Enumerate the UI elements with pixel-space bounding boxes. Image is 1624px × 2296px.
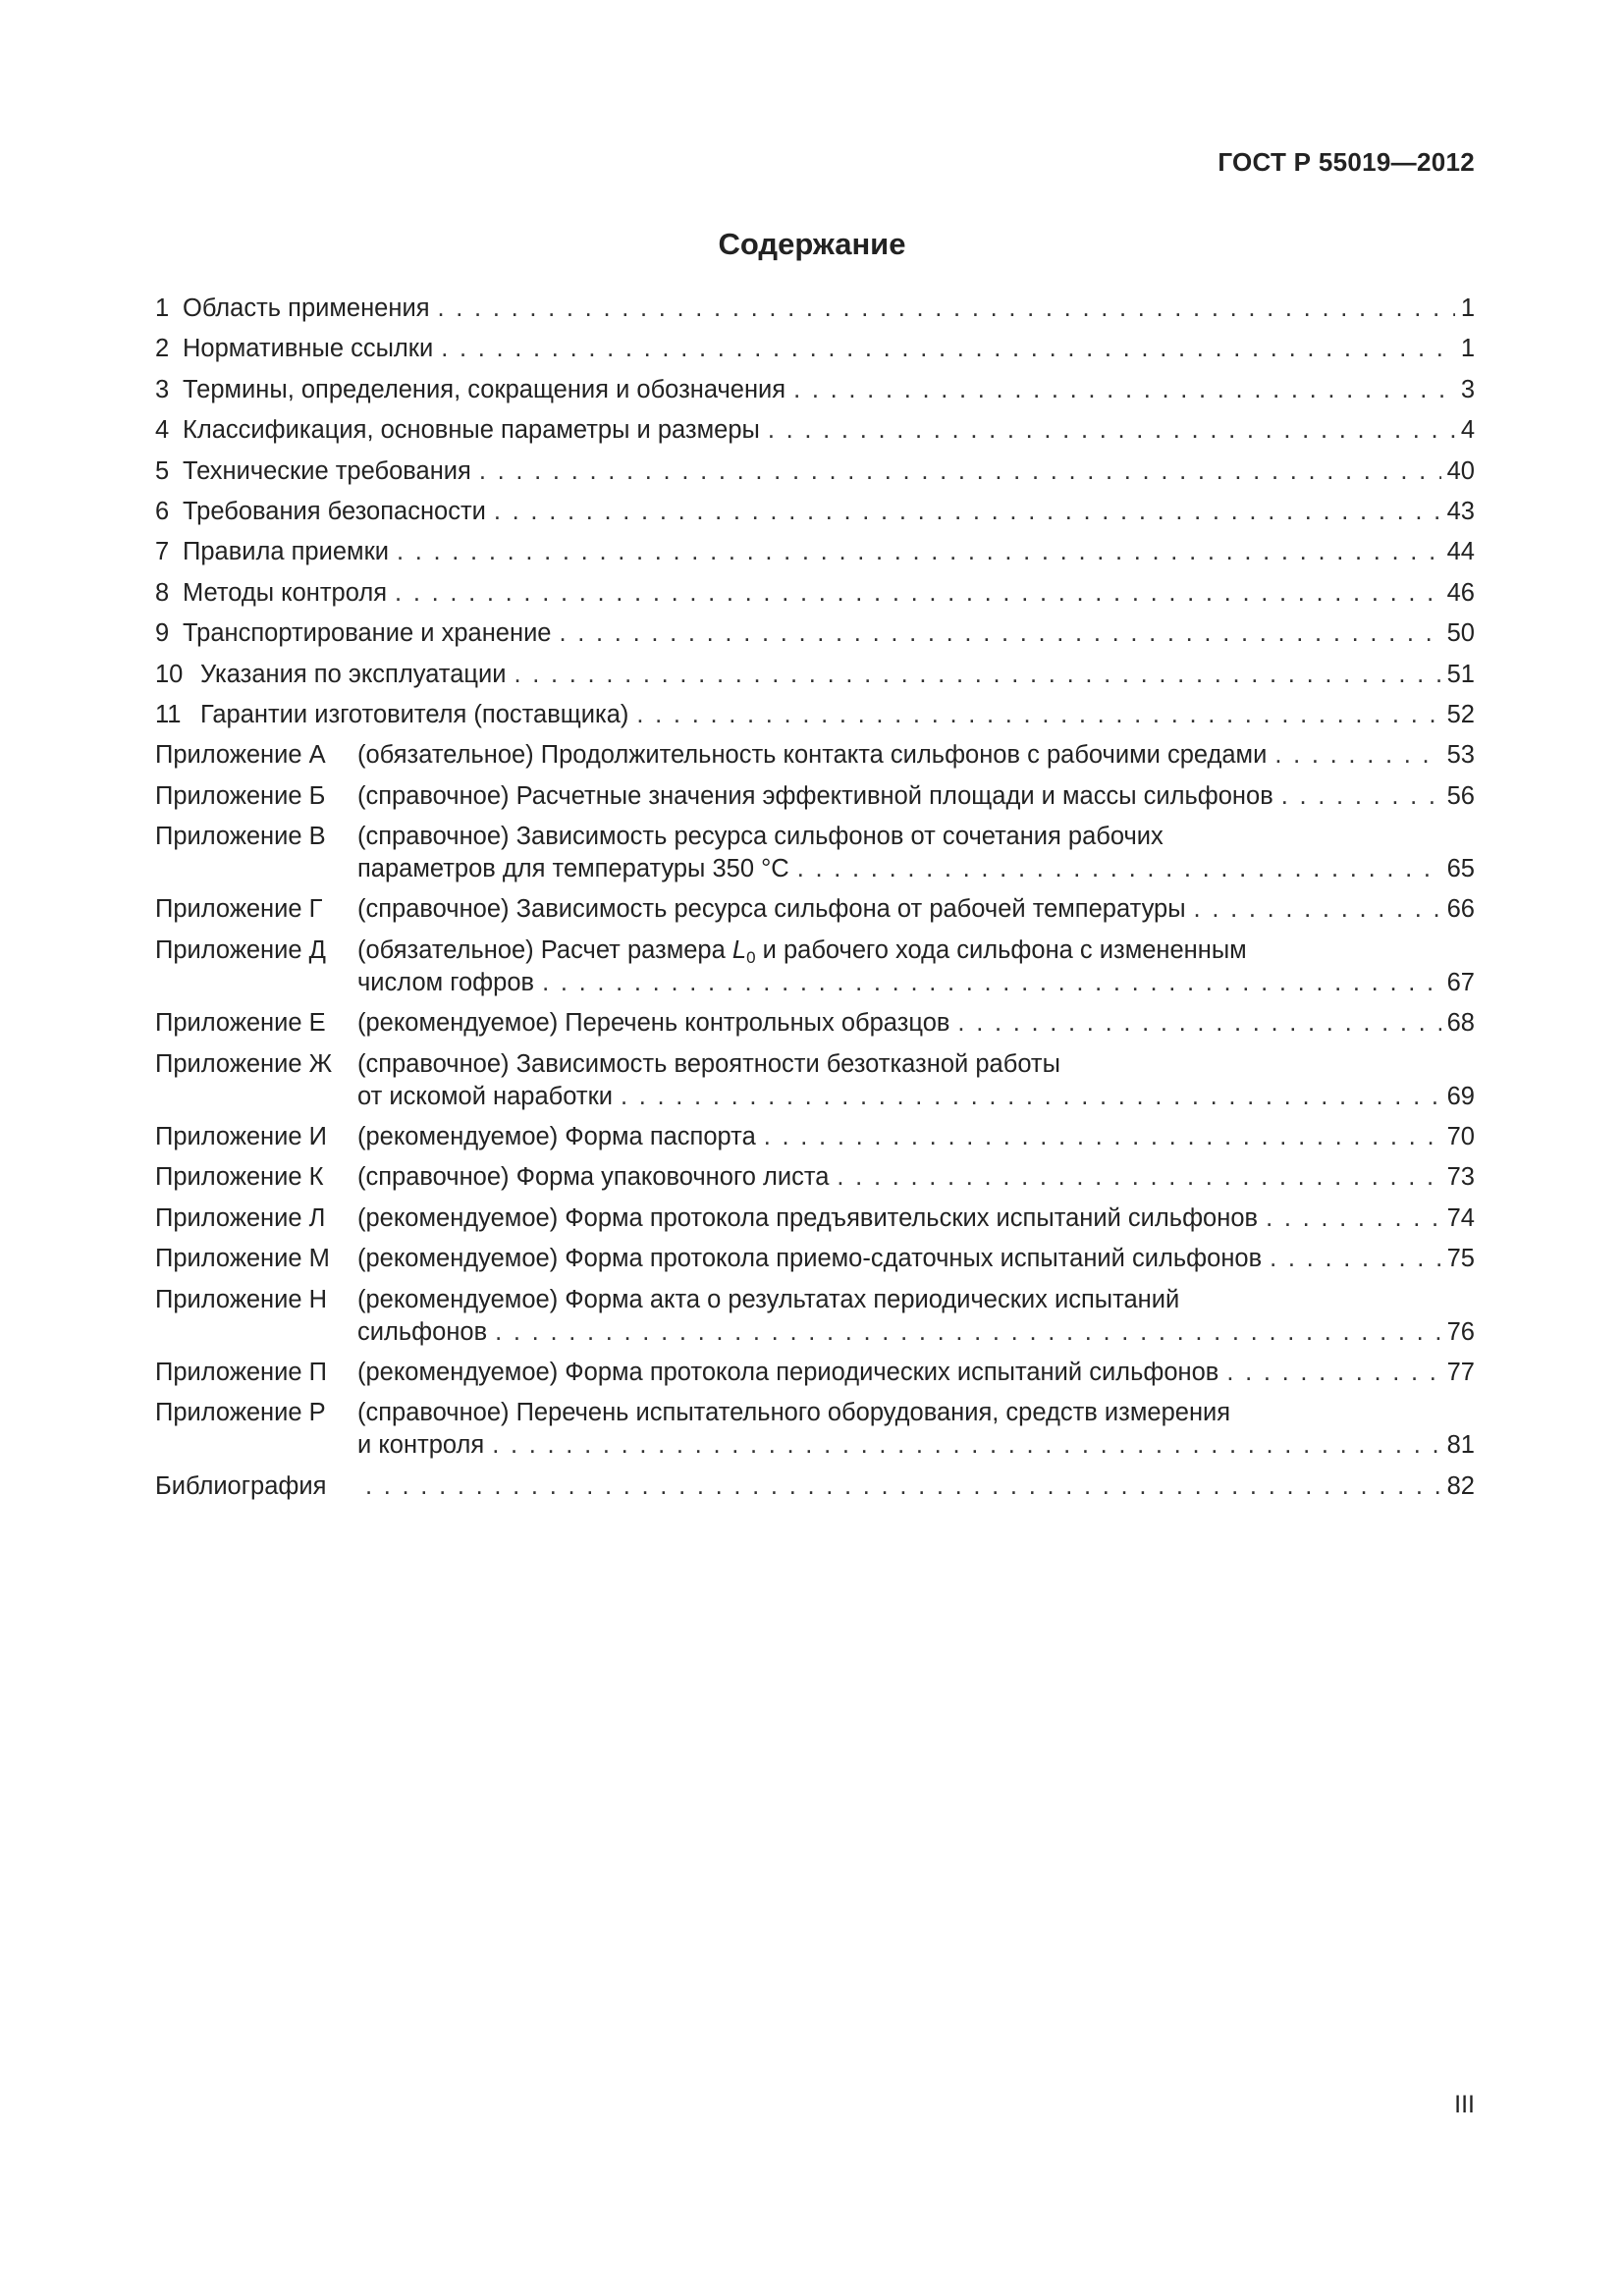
toc-entry-title: Правила приемки	[183, 538, 389, 566]
toc-entry-number: Приложение Е	[155, 1009, 326, 1038]
toc-entry[interactable]	[155, 538, 1475, 566]
toc-entry-number: Приложение И	[155, 1123, 327, 1151]
toc-leader	[793, 376, 1455, 404]
toc-entry-page: 69	[1446, 1082, 1475, 1110]
toc-entry-number: Приложение М	[155, 1245, 330, 1273]
toc-entry-number: 10	[155, 660, 184, 688]
toc-entry[interactable]	[155, 661, 1475, 689]
toc-leader	[492, 1431, 1440, 1460]
toc-entry-number: 4	[155, 416, 170, 445]
toc-entry-number: 5	[155, 456, 170, 485]
toc-list	[155, 294, 1475, 1513]
toc-leader	[560, 619, 1441, 648]
toc-entry-number: Приложение А	[155, 741, 326, 770]
toc-entry-number: 9	[155, 619, 170, 648]
toc-entry[interactable]	[155, 294, 1475, 323]
toc-entry[interactable]	[155, 701, 1475, 729]
toc-leader	[397, 538, 1441, 566]
toc-entry[interactable]	[155, 1359, 1475, 1387]
toc-leader	[1274, 741, 1440, 770]
toc-entry[interactable]	[155, 619, 1475, 648]
toc-entry-page: 81	[1446, 1431, 1475, 1460]
toc-entry-title: Требования безопасности	[183, 497, 486, 525]
toc-entry-page: 75	[1446, 1245, 1475, 1273]
toc-entry[interactable]	[155, 1472, 1475, 1501]
toc-leader	[621, 1083, 1441, 1111]
toc-entry-page: 53	[1446, 741, 1475, 770]
toc-leader	[1281, 782, 1441, 811]
toc-entry-page: 66	[1446, 895, 1475, 924]
toc-entry-title: (справочное) Перечень испытательного оборудования, средств измерения	[357, 1399, 1231, 1427]
toc-entry-title-cont: и контроля	[357, 1431, 485, 1460]
page-number: III	[1454, 2091, 1475, 2118]
toc-leader	[514, 661, 1440, 689]
toc-leader	[495, 1318, 1440, 1347]
toc-entry-page: 67	[1446, 968, 1475, 996]
toc-entry[interactable]	[155, 579, 1475, 608]
toc-entry-title: (рекомендуемое) Форма протокола предъявительских испытаний сильфонов	[357, 1203, 1259, 1232]
toc-entry-title: Транспортирование и хранение	[183, 619, 552, 648]
toc-entry-number: Приложение Б	[155, 781, 326, 810]
toc-entry-number: 3	[155, 375, 170, 403]
toc-entry-number: 8	[155, 578, 170, 607]
toc-entry-title: (рекомендуемое) Форма протокола периодических испытаний сильфонов	[357, 1358, 1219, 1386]
toc-leader	[1194, 895, 1441, 924]
toc-leader	[764, 1123, 1441, 1151]
toc-entry[interactable]	[155, 1399, 1475, 1460]
toc-entry-number: Приложение Г	[155, 895, 323, 924]
toc-entry-title: (справочное) Зависимость ресурса сильфонов от сочетания рабочих	[357, 823, 1164, 851]
toc-entry[interactable]	[155, 1286, 1475, 1347]
toc-entry-page: 52	[1446, 700, 1475, 728]
toc-entry[interactable]	[155, 782, 1475, 811]
toc-entry-title: (рекомендуемое) Перечень контрольных образцов	[357, 1009, 950, 1038]
toc-entry-page: 3	[1460, 375, 1475, 403]
toc-leader	[479, 457, 1441, 486]
toc-entry-title-cont: числом гофров	[357, 968, 535, 996]
toc-entry-title: (справочное) Расчетные значения эффективной площади и массы сильфонов	[357, 781, 1273, 810]
toc-entry-title: Методы контроля	[183, 578, 388, 607]
toc-entry-title: (справочное) Зависимость ресурса сильфона от рабочей температуры	[357, 895, 1186, 924]
toc-entry-number: 1	[155, 294, 170, 322]
toc-entry-title: Область применения	[183, 294, 430, 322]
toc-entry-page: 51	[1446, 660, 1475, 688]
toc-entry-title: (справочное) Зависимость вероятности безотказной работы	[357, 1049, 1060, 1078]
toc-leader	[768, 416, 1455, 445]
toc-entry-page: 44	[1446, 538, 1475, 566]
toc-entry-title: Указания по эксплуатации	[200, 660, 507, 688]
toc-leader	[1226, 1359, 1440, 1387]
toc-entry-title: (обязательное) Расчет размера $L_0$ и рабочего хода сильфона с измененным	[357, 935, 1247, 967]
toc-entry-page: 1	[1460, 335, 1475, 363]
toc-entry-number: Приложение Д	[155, 935, 326, 964]
toc-leader	[542, 969, 1441, 997]
toc-entry[interactable]	[155, 936, 1475, 997]
toc-entry[interactable]	[155, 1050, 1475, 1111]
toc-leader	[438, 294, 1455, 323]
toc-leader	[1270, 1245, 1440, 1273]
toc-entry-title: Термины, определения, сокращения и обозначения	[183, 375, 786, 403]
toc-leader	[494, 498, 1441, 526]
toc-entry-title-cont: от искомой наработки	[357, 1082, 613, 1110]
toc-entry[interactable]	[155, 1163, 1475, 1192]
toc-leader	[441, 335, 1455, 363]
toc-entry-title: (рекомендуемое) Форма протокола приемо-сдаточных испытаний сильфонов	[357, 1245, 1263, 1273]
toc-entry-page: 46	[1446, 578, 1475, 607]
toc-entry[interactable]	[155, 1245, 1475, 1273]
toc-entry-number: 11	[155, 700, 182, 728]
toc-leader	[957, 1009, 1440, 1038]
toc-leader	[395, 579, 1441, 608]
toc-leader	[1266, 1204, 1441, 1233]
document-code: ГОСТ Р 55019—2012	[1218, 147, 1475, 177]
toc-entry-number: 2	[155, 335, 170, 363]
toc-entry-title: (справочное) Форма упаковочного листа	[357, 1163, 830, 1192]
toc-leader	[797, 855, 1441, 883]
toc-entry-title: Классификация, основные параметры и размеры	[183, 416, 760, 445]
toc-entry-page: 56	[1446, 781, 1475, 810]
toc-entry-page: 70	[1446, 1123, 1475, 1151]
toc-entry[interactable]	[155, 823, 1475, 883]
toc-entry-page: 74	[1446, 1203, 1475, 1232]
toc-entry[interactable]	[155, 741, 1475, 770]
toc-entry-number: Приложение К	[155, 1163, 324, 1192]
toc-entry-page: 1	[1460, 294, 1475, 322]
toc-entry-number: Библиография	[155, 1471, 327, 1500]
toc-entry-number: Приложение В	[155, 823, 326, 851]
toc-entry[interactable]	[155, 1204, 1475, 1233]
toc-entry-title: Гарантии изготовителя (поставщика)	[200, 700, 629, 728]
toc-entry-number: Приложение Н	[155, 1285, 328, 1313]
toc-entry-page: 68	[1446, 1009, 1475, 1038]
toc-entry-number: 6	[155, 497, 170, 525]
toc-entry-page: 4	[1460, 416, 1475, 445]
toc-entry-title: Нормативные ссылки	[183, 335, 434, 363]
toc-entry[interactable]	[155, 376, 1475, 404]
variable-subscript: 0	[746, 947, 756, 967]
toc-entry-page: 73	[1446, 1163, 1475, 1192]
toc-entry-title: Технические требования	[183, 456, 471, 485]
toc-entry-page: 50	[1446, 619, 1475, 648]
toc-entry-number: Приложение П	[155, 1358, 327, 1386]
toc-entry-page: 65	[1446, 855, 1475, 883]
toc-leader	[837, 1163, 1440, 1192]
variable-L: L	[731, 935, 747, 964]
toc-entry-number: Приложение Л	[155, 1203, 326, 1232]
toc-entry-number: Приложение Р	[155, 1399, 326, 1427]
toc-entry-page: 43	[1446, 497, 1475, 525]
toc-leader	[636, 701, 1440, 729]
toc-entry[interactable]	[155, 498, 1475, 526]
toc-entry-title: (обязательное) Продолжительность контакта сильфонов с рабочими средами	[357, 741, 1268, 770]
toc-entry-page: 40	[1446, 456, 1475, 485]
toc-entry-number: 7	[155, 538, 170, 566]
toc-leader	[365, 1472, 1441, 1501]
toc-entry[interactable]	[155, 1123, 1475, 1151]
toc-entry-title: (рекомендуемое) Форма акта о результатах периодических испытаний	[357, 1285, 1180, 1313]
toc-entry-number: Приложение Ж	[155, 1049, 333, 1078]
toc-entry-page: 77	[1446, 1358, 1475, 1386]
toc-entry[interactable]	[155, 416, 1475, 445]
toc-entry[interactable]	[155, 1009, 1475, 1038]
toc-entry[interactable]	[155, 457, 1475, 486]
toc-title: Содержание	[718, 227, 906, 261]
toc-entry-page: 76	[1446, 1317, 1475, 1346]
toc-entry[interactable]	[155, 895, 1475, 924]
toc-entry-title-cont: параметров для температуры 350 °С	[357, 855, 789, 883]
toc-entry[interactable]	[155, 335, 1475, 363]
toc-entry-page: 82	[1446, 1471, 1475, 1500]
toc-entry-title: (рекомендуемое) Форма паспорта	[357, 1123, 756, 1151]
toc-entry-title-cont: сильфонов	[357, 1317, 488, 1346]
